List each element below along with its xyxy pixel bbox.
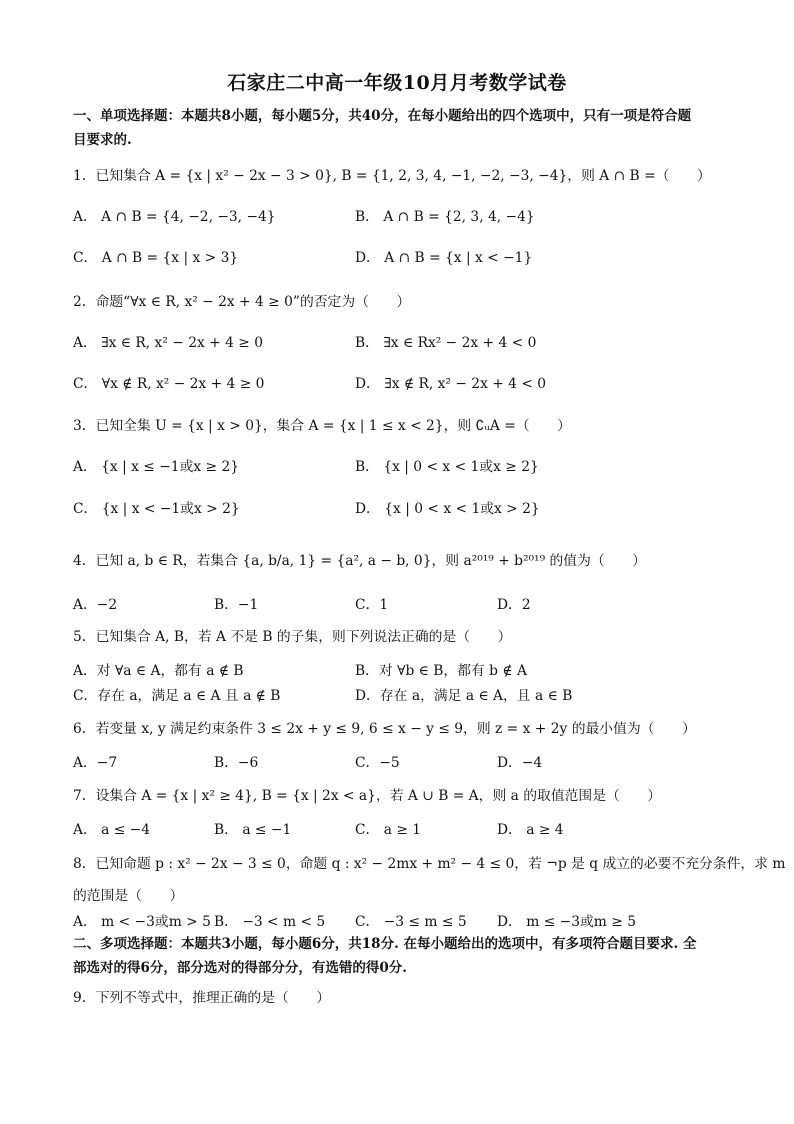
q2-option-b: B． ∃x ∈ Rx² − 2x + 4 < 0 — [355, 335, 537, 351]
q2-option-d: D． ∃x ∉ R, x² − 2x + 4 < 0 — [355, 376, 547, 392]
q2-option-c: C． ∀x ∉ R, x² − 2x + 4 ≥ 0 — [73, 376, 265, 392]
section1-line1: 一、单项选择题：本题共8小题，每小题5分，共40分，在每小题给出的四个选项中，只有一项是符合题 — [73, 108, 692, 124]
q4-option-c: C．1 — [355, 597, 389, 613]
q1-option-d: D． A ∩ B = {x | x < −1} — [355, 250, 533, 266]
q2-stem: 2．命题“∀x ∈ R, x² − 2x + 4 ≥ 0”的否定为（ ） — [73, 294, 411, 310]
q4-option-d: D．2 — [497, 597, 531, 613]
q1-stem: 1．已知集合 A = {x | x² − 2x − 3 > 0}, B = {1, 2, 3, 4, −1, −2, −3, −4}，则 A ∩ B =（ ） — [73, 168, 711, 184]
q6-option-d: D．−4 — [497, 755, 543, 771]
section2-line1: 二、多项选择题：本题共3小题，每小题6分，共18分. 在每小题给出的选项中，有多项符合题目要求. 全 — [73, 936, 697, 952]
q7-option-d: D． a ≥ 4 — [497, 822, 564, 838]
q2-option-a: A． ∃x ∈ R, x² − 2x + 4 ≥ 0 — [73, 335, 263, 351]
q8-stem-line1: 8．已知命题 p : x² − 2x − 3 ≤ 0，命题 q : x² − 2mx + m² − 4 ≤ 0，若 ¬p 是 q 成立的必要不充分条件，求 m — [73, 856, 786, 872]
section1-line2: 目要求的. — [73, 132, 132, 148]
q6-option-a: A．−7 — [73, 755, 118, 771]
q7-option-b: B． a ≤ −1 — [214, 822, 292, 838]
q3-option-c: C． {x | x < −1或x > 2} — [73, 501, 240, 517]
q3-option-b: B． {x | 0 < x < 1或x ≥ 2} — [355, 459, 539, 475]
q1-option-a: A． A ∩ B = {4, −2, −3, −4} — [73, 209, 276, 225]
q4-option-a: A．−2 — [73, 597, 118, 613]
q1-option-b: B． A ∩ B = {2, 3, 4, −4} — [355, 209, 535, 225]
q8-stem-line2: 的范围是（ ） — [73, 888, 184, 904]
q6-option-c: C．−5 — [355, 755, 400, 771]
q8-option-d: D． m ≤ −3或m ≥ 5 — [497, 914, 636, 930]
q8-option-a: A． m < −3或m > 5 — [73, 914, 211, 930]
q5-option-c: C．存在 a，满足 a ∈ A 且 a ∉ B — [73, 688, 281, 704]
q6-option-b: B．−6 — [214, 755, 259, 771]
q5-option-b: B．对 ∀b ∈ B，都有 b ∉ A — [355, 663, 527, 679]
q1-option-c: C． A ∩ B = {x | x > 3} — [73, 250, 239, 266]
page-title: 石家庄二中高一年级10月月考数学试卷 — [227, 72, 567, 94]
q7-option-a: A． a ≤ −4 — [73, 822, 151, 838]
q5-option-a: A．对 ∀a ∈ A，都有 a ∉ B — [73, 663, 244, 679]
q3-option-a: A． {x | x ≤ −1或x ≥ 2} — [73, 459, 240, 475]
q7-stem: 7．设集合 A = {x | x² ≥ 4}, B = {x | 2x < a}，若 A ∪ B = A，则 a 的取值范围是（ ） — [73, 788, 662, 804]
section1-heading — [73, 104, 733, 152]
q5-option-d: D．存在 a，满足 a ∈ A，且 a ∈ B — [355, 688, 573, 704]
q4-stem: 4．已知 a, b ∈ R，若集合 {a, b/a, 1} = {a², a − b, 0}，则 a²⁰¹⁹ + b²⁰¹⁹ 的值为（ ） — [73, 553, 647, 569]
q8-option-b: B． −3 < m < 5 — [214, 914, 326, 930]
q4-option-b: B．−1 — [214, 597, 259, 613]
section2-line2: 部选对的得6分，部分选对的得部分分，有选错的得0分. — [73, 960, 407, 976]
q3-stem: 3．已知全集 U = {x | x > 0}，集合 A = {x | 1 ≤ x < 2}，则 ∁ᵤA =（ ） — [73, 418, 571, 434]
section2-heading — [73, 932, 733, 980]
q9-stem: 9．下列不等式中，推理正确的是（ ） — [73, 990, 331, 1006]
q5-stem: 5．已知集合 A, B，若 A 不是 B 的子集，则下列说法正确的是（ ） — [73, 629, 512, 645]
q8-option-c: C． −3 ≤ m ≤ 5 — [355, 914, 467, 930]
q3-option-d: D． {x | 0 < x < 1或x > 2} — [355, 501, 540, 517]
q7-option-c: C． a ≥ 1 — [355, 822, 422, 838]
q6-stem: 6．若变量 x, y 满足约束条件 3 ≤ 2x + y ≤ 9, 6 ≤ x − y ≤ 9，则 z = x + 2y 的最小值为（ ） — [73, 721, 696, 737]
